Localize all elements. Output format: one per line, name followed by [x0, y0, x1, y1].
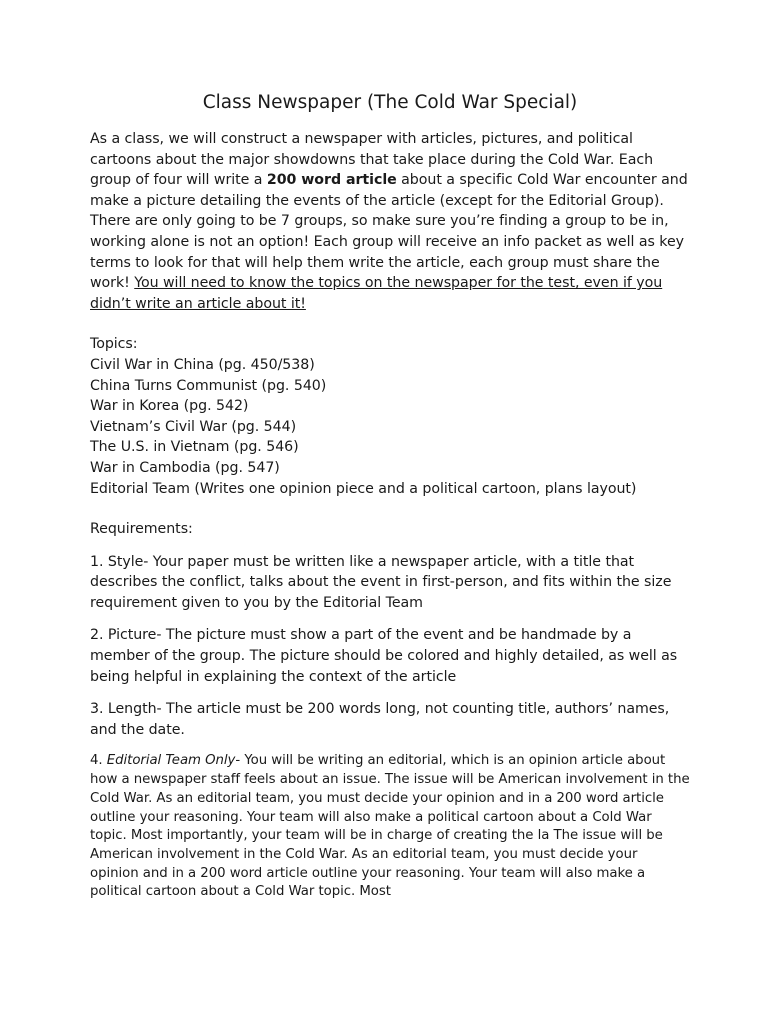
document-title: Class Newspaper (The Cold War Special) — [202, 92, 578, 113]
requirements-section — [90, 519, 690, 912]
topic-item: War in Korea (pg. 542) — [90, 398, 249, 415]
topic-item: The U.S. in Vietnam (pg. 546) — [90, 439, 299, 456]
requirements-heading: Requirements: — [90, 521, 193, 538]
requirement-picture: 2. Picture- The picture must show a part of the event and be handmade by a member of the group. The picture should be colored and highly detailed, as well as being helpful in explaining the context of the article — [90, 627, 678, 685]
intro-text-2: about a specific Cold War encounter and make a picture detailing the events of the article (except for the Editorial Group). There are only going to be 7 groups, so make sure you’re finding a group to be in, working alone is not an option! Each group will receive an info packet as well as key terms to look for that will help them write the article, each group must share the work! — [90, 172, 688, 292]
topics-heading: Topics: — [90, 336, 138, 353]
intro-underlined-note: You will need to know the topics on the newspaper for the test, even if you didn’t write an article about it! — [90, 275, 663, 312]
requirement-editorial — [90, 752, 690, 902]
topic-item: Editorial Team (Writes one opinion piece and a political cartoon, plans layout) — [90, 480, 637, 497]
topic-item: War in Cambodia (pg. 547) — [90, 459, 280, 476]
intro-text-1: As a class, we will construct a newspaper with articles, pictures, and political cartoons about the major showdowns that take place during the Cold War. Each group of four will write a — [90, 131, 654, 189]
topics-section — [90, 334, 690, 499]
topic-item: Vietnam’s Civil War (pg. 544) — [90, 418, 297, 435]
requirement-editorial-clip — [90, 752, 690, 912]
intro-bold-word-count: 200 word article — [266, 172, 397, 189]
requirement-style: 1. Style- Your paper must be written like a newspaper article, with a title that describes the conflict, talks about the event in first-person, and fits within the size requirement given to you by the Editorial Team — [90, 553, 672, 611]
requirement-editorial-text: - You will be writing an editorial, which is an opinion article about how a newspaper staff feels about an issue. The issue will be American involvement in the Cold War. As an editorial team, you must decide your opinion and in a 200 word article outline your reasoning. Your team will also make a political cartoon about a Cold War topic. Most importantly, your team will be in charge of creating the la The issue will be American involvement in the Cold War. As an editorial team, you must decide your opinion and in a 200 word article outline your reasoning. Your team will also make a political cartoon about a Cold War topic. Most — [90, 753, 690, 900]
requirement-length: 3. Length- The article must be 200 words long, not counting title, authors’ names, and the date. — [90, 701, 670, 738]
requirement-editorial-italic: Editorial Team Only — [106, 753, 236, 769]
topic-item: Civil War in China (pg. 450/538) — [90, 356, 315, 373]
document-page — [90, 92, 690, 912]
topic-item: China Turns Communist (pg. 540) — [90, 377, 327, 394]
topics-list — [90, 355, 690, 499]
intro-paragraph — [90, 129, 690, 314]
requirement-editorial-number: 4. — [90, 753, 107, 769]
